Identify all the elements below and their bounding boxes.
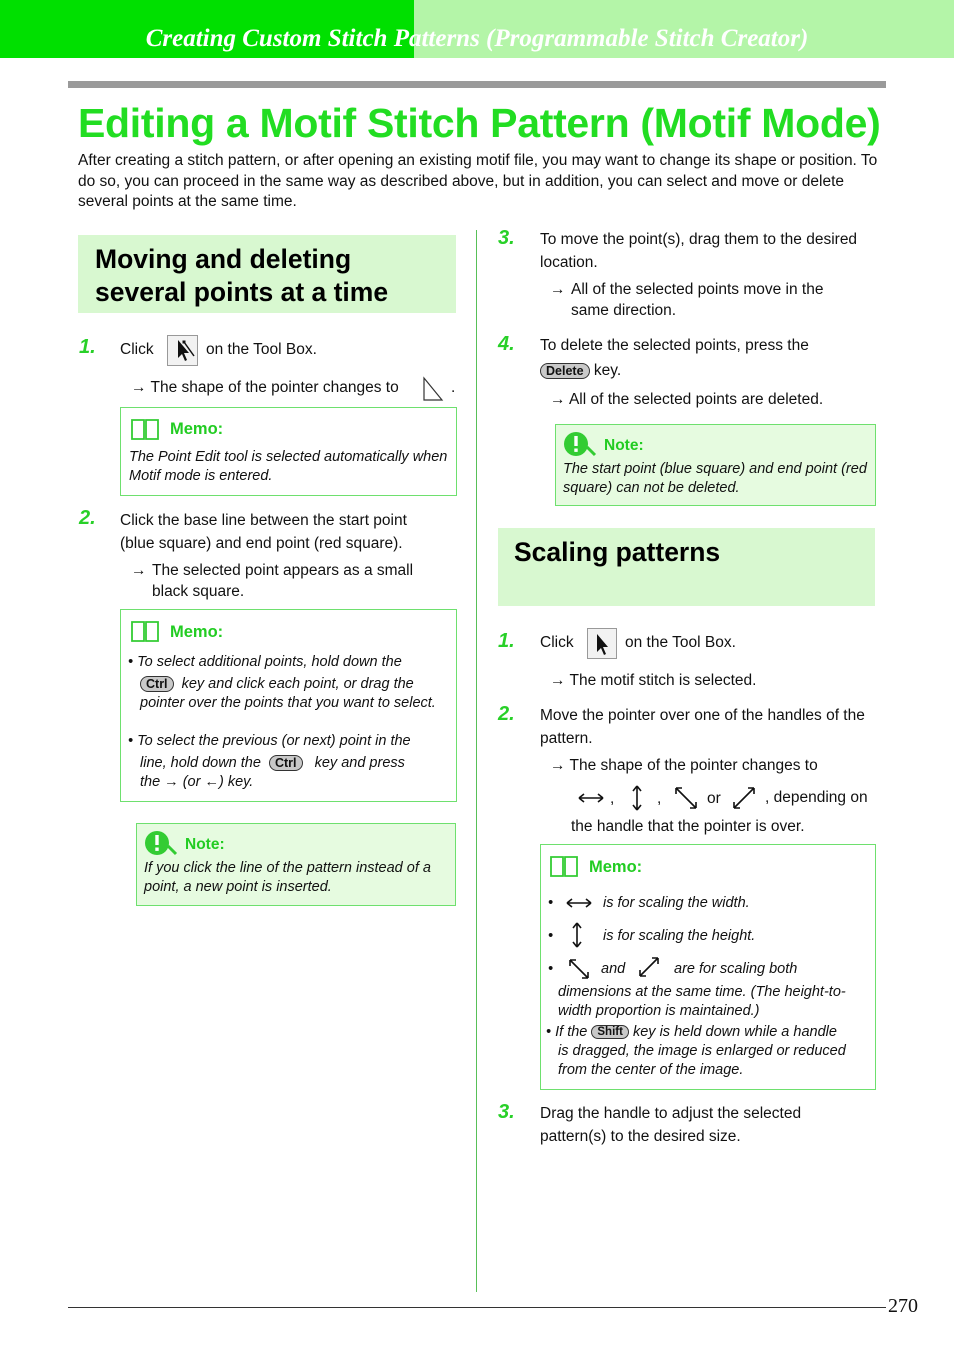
result-arrow-icon: → <box>550 281 566 298</box>
note-box <box>555 424 876 506</box>
note-text: The start point (blue square) and end point (red square) can not be deleted. <box>563 461 867 496</box>
resize-diagonal-nwse-icon <box>673 785 699 816</box>
step-number: 2. <box>79 507 96 529</box>
memo-label: Memo: <box>170 623 224 641</box>
select-tool-icon[interactable] <box>587 628 617 659</box>
resize-vertical-icon <box>627 784 647 817</box>
pointer-outline-arrow-icon <box>422 376 446 409</box>
ctrl-key: Ctrl <box>269 755 303 771</box>
result-period: . <box>451 379 456 396</box>
resize-horizontal-icon <box>565 894 593 917</box>
step-number: 4. <box>498 333 515 355</box>
section-title: Scaling patterns <box>514 537 721 567</box>
memo-box <box>120 407 457 496</box>
result-arrow-icon: → <box>131 562 147 579</box>
result-arrow-icon: → <box>550 391 569 408</box>
section-header-moving <box>78 235 456 313</box>
step-text: To move the point(s), drag them to the desired location. <box>540 231 858 271</box>
memo-text: dimensions at the same time. (The height-to-width proportion is maintained.) <box>558 984 846 1019</box>
step-text: on the Tool Box. <box>206 341 317 358</box>
book-icon <box>130 417 160 446</box>
book-icon <box>130 619 160 648</box>
result-text: The shape of the pointer changes to <box>569 757 818 774</box>
result-arrow-icon: → <box>131 379 151 396</box>
top-rule <box>68 81 886 88</box>
resize-horizontal-icon <box>577 788 605 813</box>
memo-bullet-dot: • <box>548 895 554 911</box>
memo-bullet-dot: • <box>548 961 554 977</box>
step-text: Move the pointer over one of the handles of the pattern. <box>540 707 865 747</box>
note-text: If you click the line of the pattern instead of a point, a new point is inserted. <box>144 860 431 895</box>
warning-icon <box>144 830 178 861</box>
page-number: 270 <box>888 1295 918 1317</box>
resize-vertical-icon <box>568 921 586 954</box>
step-text: , depending on <box>765 789 868 806</box>
memo-label: Memo: <box>170 420 224 438</box>
result-line <box>550 755 818 776</box>
result-line <box>550 670 756 691</box>
step-text: Click <box>120 341 154 358</box>
result-line <box>550 389 823 410</box>
page-title: Editing a Motif Stitch Pattern (Motif Mode) <box>78 100 881 146</box>
note-box <box>136 823 456 906</box>
memo-box <box>540 844 876 1090</box>
column-divider <box>476 230 477 1292</box>
step-number: 3. <box>498 1101 515 1123</box>
shift-key: Shift <box>591 1025 629 1039</box>
memo-text: The Point Edit tool is selected automatically when Motif mode is entered. <box>129 449 448 484</box>
delete-key: Delete <box>540 363 590 379</box>
book-icon <box>549 854 579 883</box>
result-line <box>131 377 399 398</box>
memo-text: is for scaling the width. <box>603 895 750 911</box>
note-label: Note: <box>185 836 225 853</box>
step-text: Click the base line between the start point (blue square) and end point (red square). <box>120 512 407 552</box>
memo-text: Ctrl key and click each point, or drag the pointer over the points that you want to select. <box>140 676 436 711</box>
ctrl-key: Ctrl <box>140 676 174 692</box>
memo-bullet-4 <box>546 1023 871 1080</box>
step-text: Click <box>540 634 574 651</box>
result-text: The shape of the pointer changes to <box>150 379 399 396</box>
memo-text: is for scaling the height. <box>603 928 756 944</box>
step-text: Drag the handle to adjust the selected pattern(s) to the desired size. <box>540 1105 802 1145</box>
step-number: 1. <box>498 630 515 652</box>
memo-text: is dragged, the image is enlarged or reduced from the center of the image. <box>558 1043 846 1078</box>
memo-bullet-2 <box>128 732 453 792</box>
chapter-title: Creating Custom Stitch Patterns (Programmable Stitch Creator) <box>145 25 809 52</box>
point-edit-tool-icon[interactable] <box>167 335 198 366</box>
result-arrow-icon: → <box>550 672 570 689</box>
memo-bullet-1 <box>128 653 453 713</box>
result-text: The motif stitch is selected. <box>569 672 757 689</box>
step-number: 3. <box>498 227 515 249</box>
intro-paragraph: After creating a stitch pattern, or after opening an existing motif file, you may want to change its shape or position. To do so, you can proceed in the same way as described above, but in addition, you can select and move or delete several points at the same time. <box>78 152 878 210</box>
resize-diagonal-nesw-icon <box>637 955 661 984</box>
step-text: To delete the selected points, press the <box>540 337 809 354</box>
step-text-key-line: Delete key. <box>540 359 621 382</box>
section-header-scaling <box>498 528 875 606</box>
step-number: 1. <box>79 336 96 358</box>
memo-text: and <box>601 961 626 977</box>
memo-text: the → (or ←) key. <box>140 774 254 790</box>
or-text: or <box>707 790 721 807</box>
memo-text: • To select the previous (or next) point in the <box>128 733 411 749</box>
resize-diagonal-nwse-icon <box>567 957 591 986</box>
resize-diagonal-nesw-icon <box>731 785 757 816</box>
comma: , <box>657 790 662 807</box>
result-text: All of the selected points move in the same direction. <box>571 281 824 319</box>
memo-text: are for scaling both <box>674 961 798 977</box>
step-number: 2. <box>498 703 515 725</box>
comma: , <box>610 790 615 807</box>
section-title-line2: several points at a time <box>95 277 389 307</box>
memo-text: • If the Shift key is held down while a handle <box>546 1024 837 1040</box>
note-label: Note: <box>604 437 644 454</box>
bottom-rule <box>68 1307 886 1308</box>
result-text: All of the selected points are deleted. <box>568 391 824 408</box>
memo-text: • To select additional points, hold down the <box>128 654 402 670</box>
result-text: The selected point appears as a small black square. <box>152 562 414 600</box>
memo-label: Memo: <box>589 858 643 876</box>
memo-box <box>120 609 457 802</box>
memo-text: line, hold down the Ctrl key and press <box>140 755 405 771</box>
result-arrow-icon: → <box>550 757 570 774</box>
step-text: on the Tool Box. <box>625 634 736 651</box>
memo-bullet-dot: • <box>548 928 554 944</box>
section-title-line1: Moving and deleting <box>95 244 352 274</box>
warning-icon <box>563 431 597 462</box>
step-text: the handle that the pointer is over. <box>571 818 805 835</box>
